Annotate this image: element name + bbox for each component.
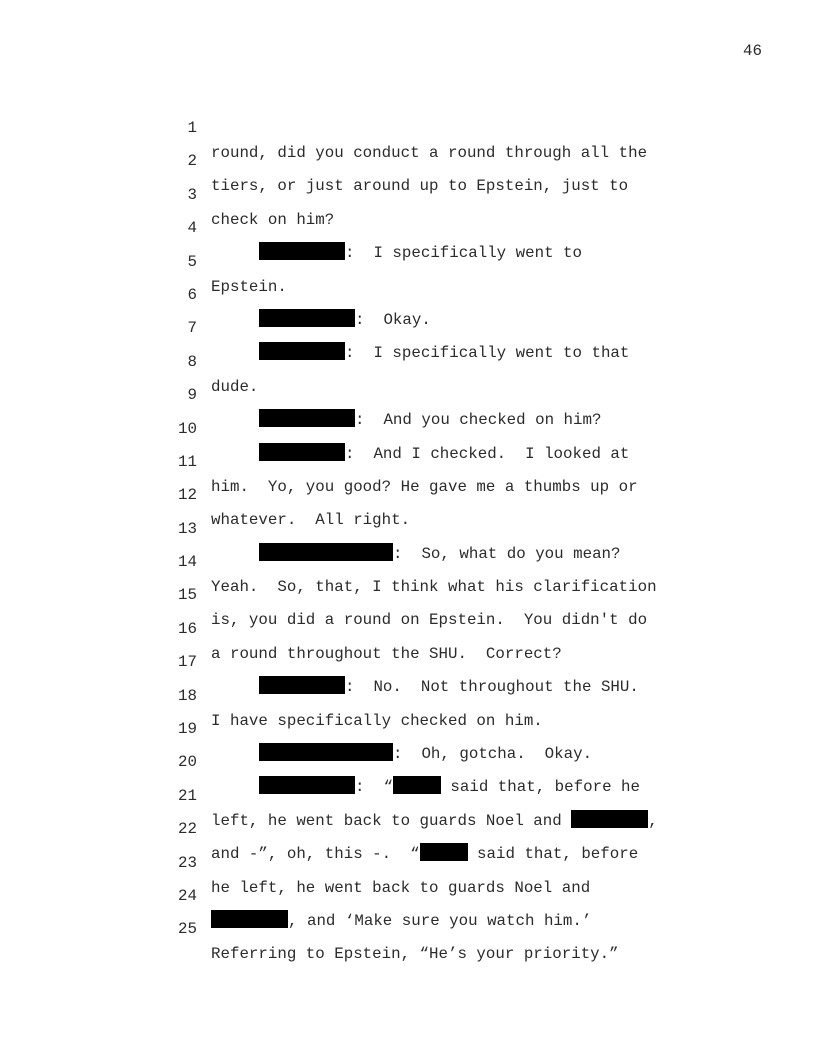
page-number: 46 bbox=[743, 42, 762, 60]
line-text: left, he went back to guards Noel and bbox=[211, 811, 572, 830]
line-number: 18 bbox=[178, 686, 197, 705]
line-number: 24 bbox=[178, 886, 197, 905]
line-number: 1 bbox=[187, 119, 197, 137]
line-text: I have specifically checked on him. bbox=[211, 711, 543, 730]
line-number: 6 bbox=[187, 285, 197, 304]
line-number: 16 bbox=[178, 619, 197, 638]
line-text: him. Yo, you good? He gave me a thumbs up or bbox=[211, 477, 638, 496]
line-number: 10 bbox=[178, 419, 197, 438]
line-text: whatever. All right. bbox=[211, 511, 411, 530]
line-number: 8 bbox=[187, 352, 197, 371]
line-number: 20 bbox=[178, 753, 197, 772]
line-text: : No. Not throughout the SHU. bbox=[345, 678, 639, 697]
line-number: 22 bbox=[178, 820, 197, 839]
line-text: tiers, or just around up to Epstein, just to bbox=[211, 177, 629, 196]
line-text: and -”, oh, this -. “ bbox=[211, 845, 420, 864]
line-number: 21 bbox=[178, 786, 197, 805]
line-text: : Oh, gotcha. Okay. bbox=[393, 745, 593, 764]
line-text: : And I checked. I looked at bbox=[345, 444, 630, 463]
line-text: : And you checked on him? bbox=[355, 411, 602, 430]
transcript-line bbox=[0, 892, 816, 964]
line-text: a round throughout the SHU. Correct? bbox=[211, 644, 562, 663]
line-text: said that, before he bbox=[440, 778, 640, 797]
transcript-line bbox=[0, 124, 816, 196]
transcript-line bbox=[0, 91, 816, 162]
line-number: 23 bbox=[178, 853, 197, 872]
line-text: : I specifically went to bbox=[345, 244, 582, 263]
line-text: : “ bbox=[355, 778, 393, 797]
line-number: 4 bbox=[187, 219, 197, 238]
line-number: 25 bbox=[178, 920, 197, 939]
line-text: , bbox=[648, 811, 658, 830]
line-text: check on him? bbox=[211, 210, 335, 229]
transcript-line bbox=[0, 325, 816, 396]
line-text: : So, what do you mean? bbox=[393, 544, 621, 563]
line-text: round, did you conduct a round through all the bbox=[211, 144, 648, 162]
line-text: is, you did a round on Epstein. You didn't do bbox=[211, 611, 648, 630]
line-text: dude. bbox=[211, 377, 259, 396]
line-number: 19 bbox=[178, 720, 197, 739]
line-number: 11 bbox=[178, 452, 197, 471]
transcript-line bbox=[0, 258, 816, 329]
transcript-line bbox=[0, 191, 816, 263]
line-text: , and ‘Make sure you watch him.’ bbox=[288, 911, 592, 930]
line-number: 9 bbox=[187, 386, 197, 405]
line-text: Yeah. So, that, I think what his clarification bbox=[211, 578, 657, 597]
line-text: : I specifically went to that bbox=[345, 344, 630, 363]
line-number: 3 bbox=[187, 185, 197, 204]
line-number: 12 bbox=[178, 486, 197, 505]
line-number: 14 bbox=[178, 553, 197, 572]
line-text: : Okay. bbox=[355, 310, 431, 329]
line-number: 2 bbox=[187, 152, 197, 171]
line-number: 7 bbox=[187, 319, 197, 338]
transcript-line bbox=[0, 291, 816, 363]
line-number: 17 bbox=[178, 653, 197, 672]
line-text: said that, before bbox=[467, 845, 639, 864]
line-text: Epstein. bbox=[211, 277, 287, 296]
line-number: 13 bbox=[178, 519, 197, 538]
transcript-line bbox=[0, 225, 816, 296]
transcript-body bbox=[0, 91, 816, 964]
transcript-line bbox=[0, 158, 816, 229]
line-text: Referring to Epstein, “He’s your priority.” bbox=[211, 945, 619, 964]
line-text: he left, he went back to guards Noel and bbox=[211, 878, 591, 897]
line-number: 5 bbox=[187, 252, 197, 271]
line-number: 15 bbox=[178, 586, 197, 605]
